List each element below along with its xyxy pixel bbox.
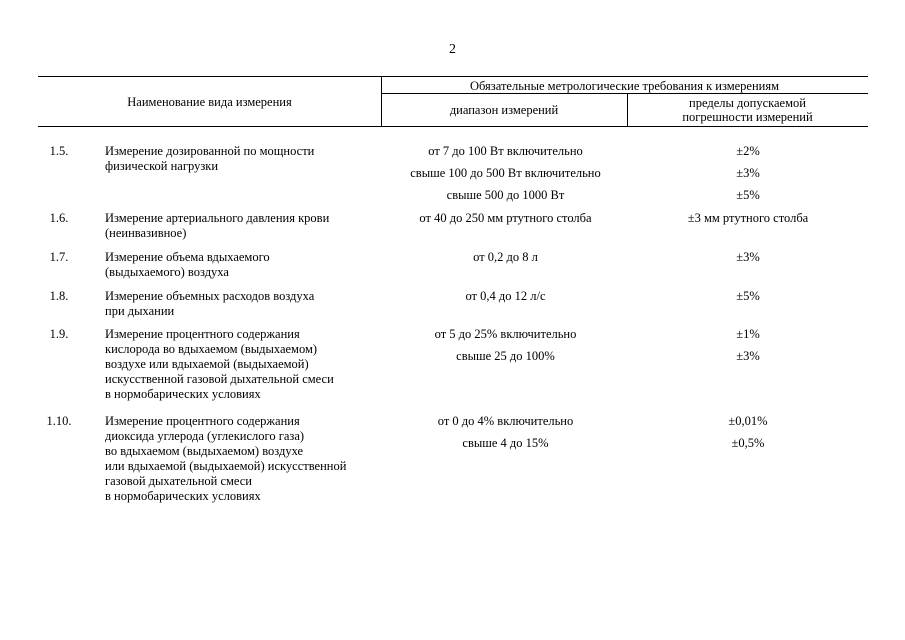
measurement-ranges [383, 211, 628, 233]
measurement-name-line: кислорода во вдыхаемом (выдыхаемом) [105, 342, 318, 356]
measurement-name-line: физической нагрузки [105, 159, 219, 173]
error-value: ±3% [736, 250, 760, 264]
error-limits [628, 144, 868, 210]
row-number: 1.8. [49, 289, 69, 303]
error-value: ±2% [736, 144, 760, 158]
measurement-name [105, 414, 395, 504]
measurement-ranges [383, 250, 628, 272]
measurement-name [105, 327, 395, 402]
measurement-name-line: Измерение объема вдыхаемого [105, 250, 270, 264]
row-number: 1.6. [49, 211, 69, 225]
error-value: ±3 мм ртутного столба [687, 211, 809, 225]
error-limits [628, 414, 868, 458]
measurement-name-line: диоксида углерода (углекислого газа) [105, 429, 305, 443]
header-error-line1: пределы допускаемой [689, 96, 806, 110]
row-number: 1.9. [49, 327, 69, 341]
measurement-name-line: Измерение объемных расходов воздуха [105, 289, 315, 303]
error-limits [628, 327, 868, 371]
group-header-rule [381, 93, 868, 94]
error-value: ±3% [736, 349, 760, 363]
range-value: от 0,2 до 8 л [473, 250, 538, 264]
measurement-name-line: при дыхании [105, 304, 175, 318]
error-value: ±5% [736, 188, 760, 202]
table-top-rule [38, 76, 868, 77]
error-limits [628, 211, 868, 233]
row-number: 1.7. [49, 250, 69, 264]
range-value: от 7 до 100 Вт включительно [428, 144, 583, 158]
measurement-name-line: газовой дыхательной смеси [105, 474, 252, 488]
measurement-name-line: в нормобарических условиях [105, 387, 261, 401]
measurement-name-line: Измерение артериального давления крови [105, 211, 330, 225]
error-value: ±1% [736, 327, 760, 341]
measurement-name-line: искусственной газовой дыхательной смеси [105, 372, 334, 386]
header-name-column: Наименование вида измерения [127, 95, 292, 109]
error-value: ±3% [736, 166, 760, 180]
measurement-name-line: или вдыхаемой (выдыхаемой) искусственной [105, 459, 347, 473]
error-value: ±5% [736, 289, 760, 303]
range-value: от 40 до 250 мм ртутного столба [419, 211, 592, 225]
measurement-name-line: (неинвазивное) [105, 226, 187, 240]
range-value: свыше 500 до 1000 Вт [446, 188, 565, 202]
measurement-name-line: во вдыхаемом (выдыхаемом) воздухе [105, 444, 304, 458]
range-value: свыше 4 до 15% [462, 436, 549, 450]
measurement-ranges [383, 289, 628, 311]
row-number: 1.5. [49, 144, 69, 158]
range-value: от 0,4 до 12 л/с [465, 289, 546, 303]
measurement-name-line: в нормобарических условиях [105, 489, 261, 503]
range-value: свыше 25 до 100% [456, 349, 555, 363]
error-limits [628, 289, 868, 311]
measurement-name [105, 250, 395, 280]
range-value: от 5 до 25% включительно [434, 327, 577, 341]
header-group-title: Обязательные метрологические требования к измерениям [469, 79, 780, 93]
header-range-column: диапазон измерений [449, 103, 559, 117]
error-limits [628, 250, 868, 272]
measurement-name-line: Измерение процентного содержания [105, 327, 300, 341]
measurement-name-line: Измерение процентного содержания [105, 414, 300, 428]
measurement-name [105, 289, 395, 319]
measurement-name-line: (выдыхаемого) воздуха [105, 265, 229, 279]
error-value: ±0,01% [728, 414, 768, 428]
measurement-name-line: воздухе или вдыхаемой (выдыхаемой) [105, 357, 309, 371]
measurement-name [105, 211, 395, 241]
error-value: ±0,5% [731, 436, 765, 450]
measurement-ranges [383, 414, 628, 458]
row-number: 1.10. [46, 414, 72, 428]
header-error-line2: погрешности измерений [682, 110, 813, 124]
header-error-column [627, 96, 868, 124]
header-bottom-rule [38, 126, 868, 127]
measurement-name-line: Измерение дозированной по мощности [105, 144, 315, 158]
measurement-ranges [383, 327, 628, 371]
measurement-name [105, 144, 395, 174]
range-value: от 0 до 4% включительно [437, 414, 574, 428]
page-number: 2 [449, 42, 456, 57]
range-value: свыше 100 до 500 Вт включительно [410, 166, 601, 180]
measurement-ranges [383, 144, 628, 210]
